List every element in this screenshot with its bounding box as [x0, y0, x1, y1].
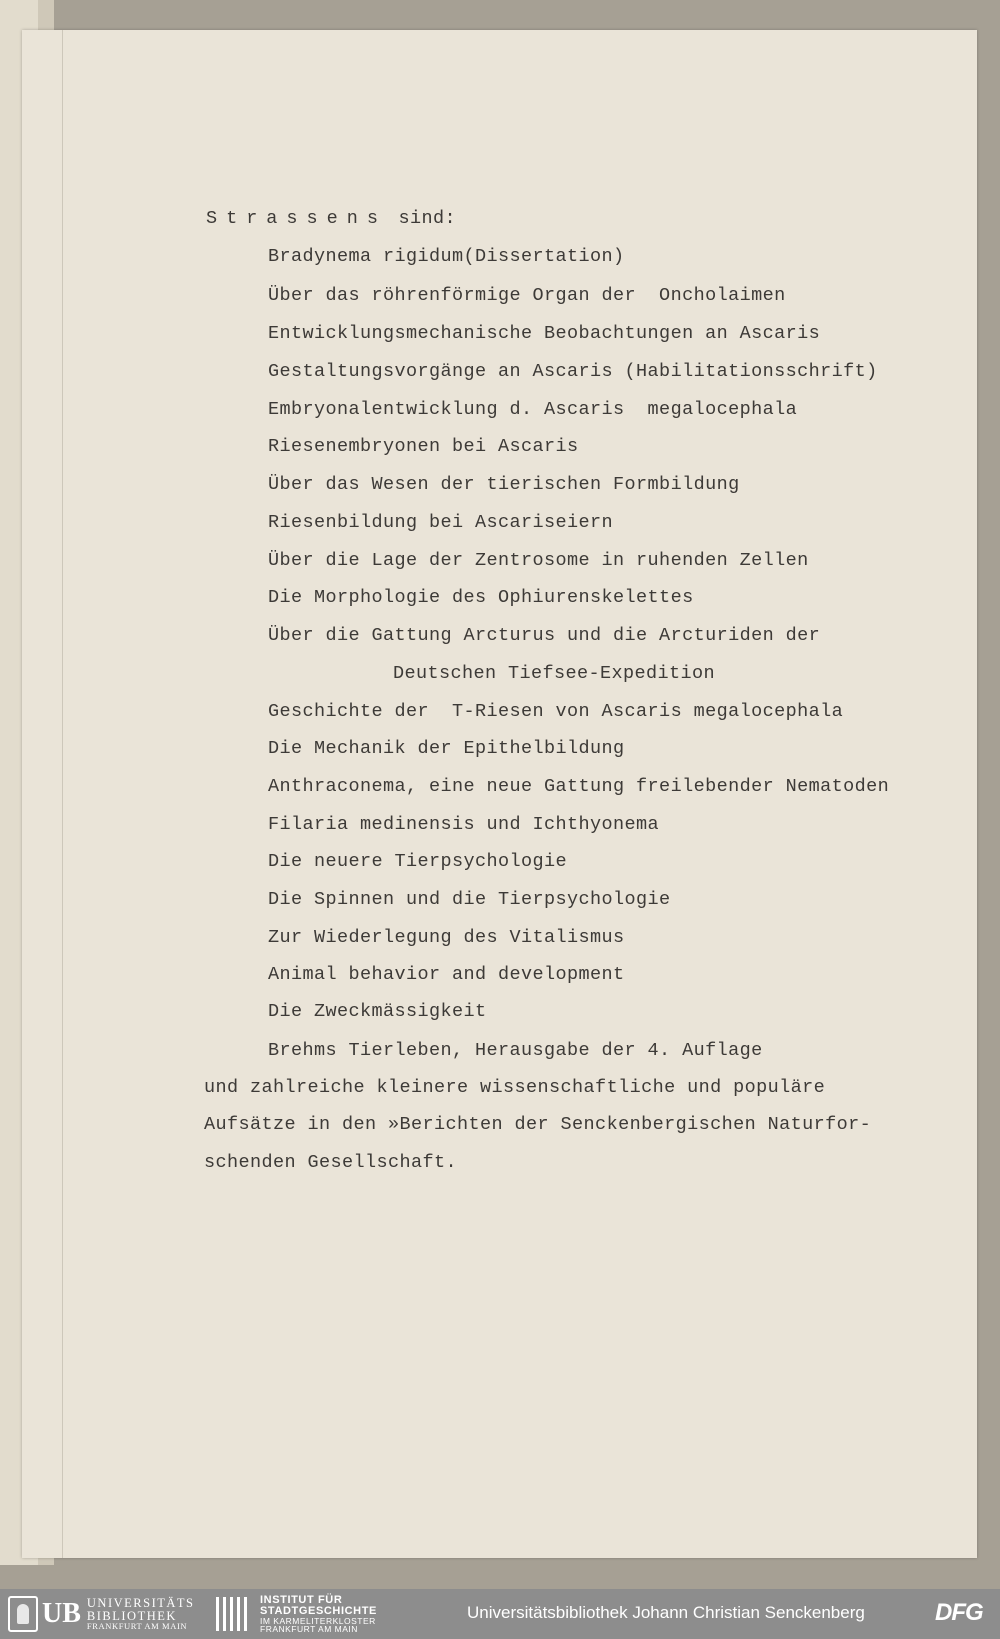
list-item: Embryonalentwicklung d. Ascaris megalocephala — [268, 399, 798, 420]
ub-wordmark — [87, 1597, 195, 1631]
list-item: Die Spinnen und die Tierpsychologie — [268, 889, 671, 910]
typewritten-text — [22, 30, 977, 1558]
list-item: Über das röhrenförmige Organ der Oncholaimen — [268, 285, 786, 306]
library-title: Universitätsbibliothek Johann Christian Senckenberg — [467, 1603, 865, 1622]
isg-line1: INSTITUT FÜR — [260, 1593, 343, 1606]
closing-paragraph-line: Aufsätze in den »Berichten der Senckenbergischen Naturfor- — [204, 1114, 872, 1135]
ub-line2: BIBLIOTHEK — [86, 1608, 177, 1623]
list-item: Riesenbildung bei Ascariseiern — [268, 512, 614, 533]
heading-name: Strassens — [206, 208, 387, 229]
heading-rest: sind: — [398, 208, 456, 229]
footer-bar — [0, 1589, 1000, 1639]
ub-line3: FRANKFURT AM MAIN — [86, 1621, 188, 1632]
list-item: Animal behavior and development — [268, 964, 625, 985]
list-item: Brehms Tierleben, Herausgabe der 4. Auflage — [268, 1040, 763, 1061]
isg-line2: STADTGESCHICHTE — [260, 1604, 377, 1617]
ub-logo — [8, 1595, 195, 1633]
list-item: Über die Lage der Zentrosome in ruhenden Zellen — [268, 550, 809, 571]
list-item: Die Mechanik der Epithelbildung — [268, 738, 625, 759]
list-item: Gestaltungsvorgänge an Ascaris (Habilitationsschrift) — [268, 361, 878, 382]
isg-logo — [214, 1595, 377, 1633]
isg-wordmark — [260, 1595, 377, 1634]
list-item-continuation: Deutschen Tiefsee-Expedition — [393, 663, 716, 684]
list-item: Die Zweckmässigkeit — [268, 1001, 487, 1022]
list-item: Zur Wiederlegung des Vitalismus — [268, 927, 625, 948]
isg-line4: FRANKFURT AM MAIN — [260, 1624, 358, 1634]
list-item: Die Morphologie des Ophiurenskelettes — [268, 587, 694, 608]
list-item: Über das Wesen der tierischen Formbildung — [268, 474, 740, 495]
document-page — [22, 30, 977, 1558]
isg-line3: IM KARMELITERKLOSTER — [260, 1615, 376, 1626]
list-heading — [206, 208, 456, 230]
ub-mark: UB — [42, 1598, 81, 1629]
list-item: Riesenembryonen bei Ascaris — [268, 436, 579, 457]
list-item: Anthraconema, eine neue Gattung freilebender Nematoden — [268, 776, 890, 797]
list-item: Filaria medinensis und Ichthyonema — [268, 814, 660, 835]
closing-paragraph-line: schenden Gesellschaft. — [204, 1152, 458, 1173]
isg-columns-icon — [214, 1595, 254, 1633]
list-item: Über die Gattung Arcturus und die Arcturiden der — [268, 625, 821, 646]
closing-paragraph-line: und zahlreiche kleinere wissenschaftliche und populäre — [204, 1077, 826, 1098]
list-item: Geschichte der T-Riesen von Ascaris megalocephala — [268, 701, 844, 722]
dfg-logo: DFG — [935, 1599, 983, 1626]
list-item: Bradynema rigidum(Dissertation) — [268, 246, 625, 267]
list-item: Die neuere Tierpsychologie — [268, 851, 568, 872]
list-item: Entwicklungsmechanische Beobachtungen an Ascaris — [268, 323, 821, 344]
ub-line1: UNIVERSITÄTS — [86, 1596, 195, 1611]
ub-emblem-icon — [8, 1596, 38, 1632]
